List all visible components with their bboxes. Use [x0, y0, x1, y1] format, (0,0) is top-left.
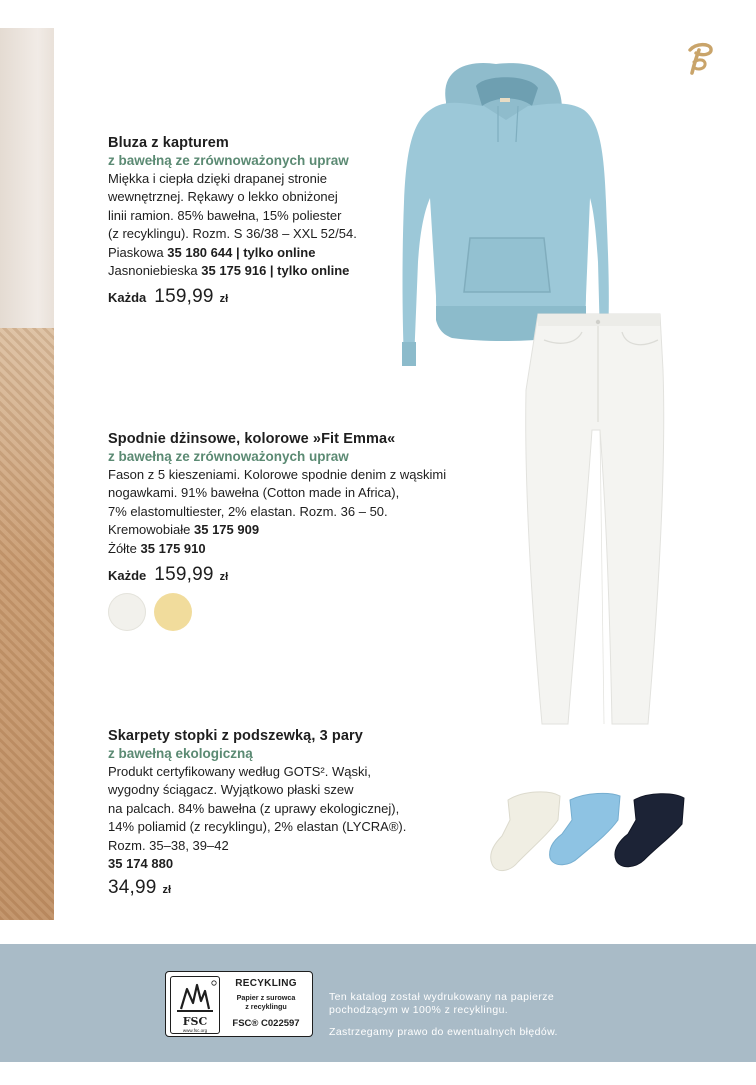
product-description-line: linii ramion. 85% bawełna, 15% poliester	[108, 207, 342, 223]
product-description-line: (z recyklingu). Rozm. S 36/38 – XXL 52/54.	[108, 226, 357, 242]
recycling-note-line: pochodzącym w 100% z recyklingu.	[329, 1004, 509, 1016]
product-description-line: wygodny ściągacz. Wyjątkowo płaski szew	[108, 782, 354, 798]
variant-code: 35 175 916 | tylko online	[201, 263, 350, 279]
variant-color: Piaskowa	[108, 244, 164, 260]
disclaimer: Zastrzegamy prawo do ewentualnych błędów.	[329, 1026, 558, 1038]
variant-color: Jasnoniebieska	[108, 263, 198, 279]
price-currency: zł	[219, 571, 229, 584]
product-title: Bluza z kapturem	[108, 135, 229, 151]
product-description-line: wewnętrznej. Rękawy o lekko obniżonej	[108, 189, 338, 205]
variant-code: 35 174 880	[108, 856, 174, 872]
price-currency: zł	[162, 884, 172, 897]
variant-color: Kremowobiałe	[108, 522, 191, 538]
tchibo-logo-icon	[684, 40, 714, 76]
color-swatch-cream[interactable]	[108, 593, 146, 631]
price-value: 34,99	[108, 877, 157, 899]
variant-line	[108, 244, 468, 262]
fsc-label	[165, 971, 313, 1037]
fsc-mark	[170, 976, 220, 1034]
product-jeans	[108, 430, 508, 586]
price-value: 159,99	[154, 286, 214, 308]
jeans-image	[520, 310, 666, 730]
fsc-title: RECYKLING	[235, 978, 297, 989]
price-lead: Każda	[108, 290, 147, 306]
color-swatch-yellow[interactable]	[154, 593, 192, 631]
recycling-note	[329, 991, 554, 1017]
product-code	[108, 855, 468, 873]
fsc-code: FSC® C022597	[232, 1018, 300, 1029]
product-subtitle: z bawełną ze zrównoważonych upraw	[108, 449, 349, 464]
socks-image	[488, 784, 688, 878]
fsc-text-line: z recyklingu	[245, 1002, 287, 1011]
footer-bar	[0, 944, 756, 1062]
lifestyle-photo-strip	[0, 28, 54, 920]
fsc-url: www.fsc.org	[182, 1028, 208, 1033]
product-subtitle: z bawełną ekologiczną	[108, 746, 253, 761]
fsc-tree-icon	[171, 979, 219, 1015]
price-row	[108, 564, 508, 586]
product-description-line: 7% elastomultiester, 2% elastan. Rozm. 36 – 50.	[108, 503, 388, 519]
product-title: Skarpety stopki z podszewką, 3 pary	[108, 728, 363, 744]
variant-line	[108, 262, 468, 280]
product-description-line: nogawkami. 91% bawełna (Cotton made in Africa),	[108, 485, 400, 501]
product-description-line: Produkt certyfikowany według GOTS². Wąski,	[108, 764, 371, 779]
price-row	[108, 877, 468, 899]
variant-code: 35 175 910	[140, 540, 206, 556]
rug-area	[0, 328, 54, 920]
variant-code: 35 180 644 | tylko online	[167, 244, 316, 260]
fsc-text-line: Papier z surowca	[236, 993, 296, 1002]
product-description-line: na palcach. 84% bawełna (z uprawy ekologicznej),	[108, 800, 400, 816]
product-description-line: Rozm. 35–38, 39–42	[108, 837, 229, 853]
variant-line	[108, 540, 508, 558]
product-socks	[108, 727, 468, 899]
recycling-note-line: Ten katalog został wydrukowany na papierze	[329, 991, 555, 1003]
variant-color: Żółte	[108, 540, 137, 556]
sofa-area	[0, 28, 54, 328]
product-description-line: Miękka i ciepła dzięki drapanej stronie	[108, 171, 327, 186]
price-value: 159,99	[154, 564, 214, 586]
product-description-line: Fason z 5 kieszeniami. Kolorowe spodnie denim z wąskimi	[108, 467, 447, 482]
product-hoodie	[108, 134, 468, 308]
product-subtitle: z bawełną ze zrównoważonych upraw	[108, 153, 349, 168]
price-lead: Każde	[108, 568, 147, 584]
variant-code: 35 175 909	[194, 522, 260, 538]
product-title: Spodnie dżinsowe, kolorowe »Fit Emma«	[108, 431, 396, 447]
price-currency: zł	[219, 293, 229, 306]
product-description-line: 14% poliamid (z recyklingu), 2% elastan (LYCRA®).	[108, 819, 407, 835]
price-row	[108, 286, 468, 308]
variant-line	[108, 521, 508, 539]
fsc-text	[224, 993, 308, 1011]
fsc-word: FSC	[182, 1015, 208, 1028]
